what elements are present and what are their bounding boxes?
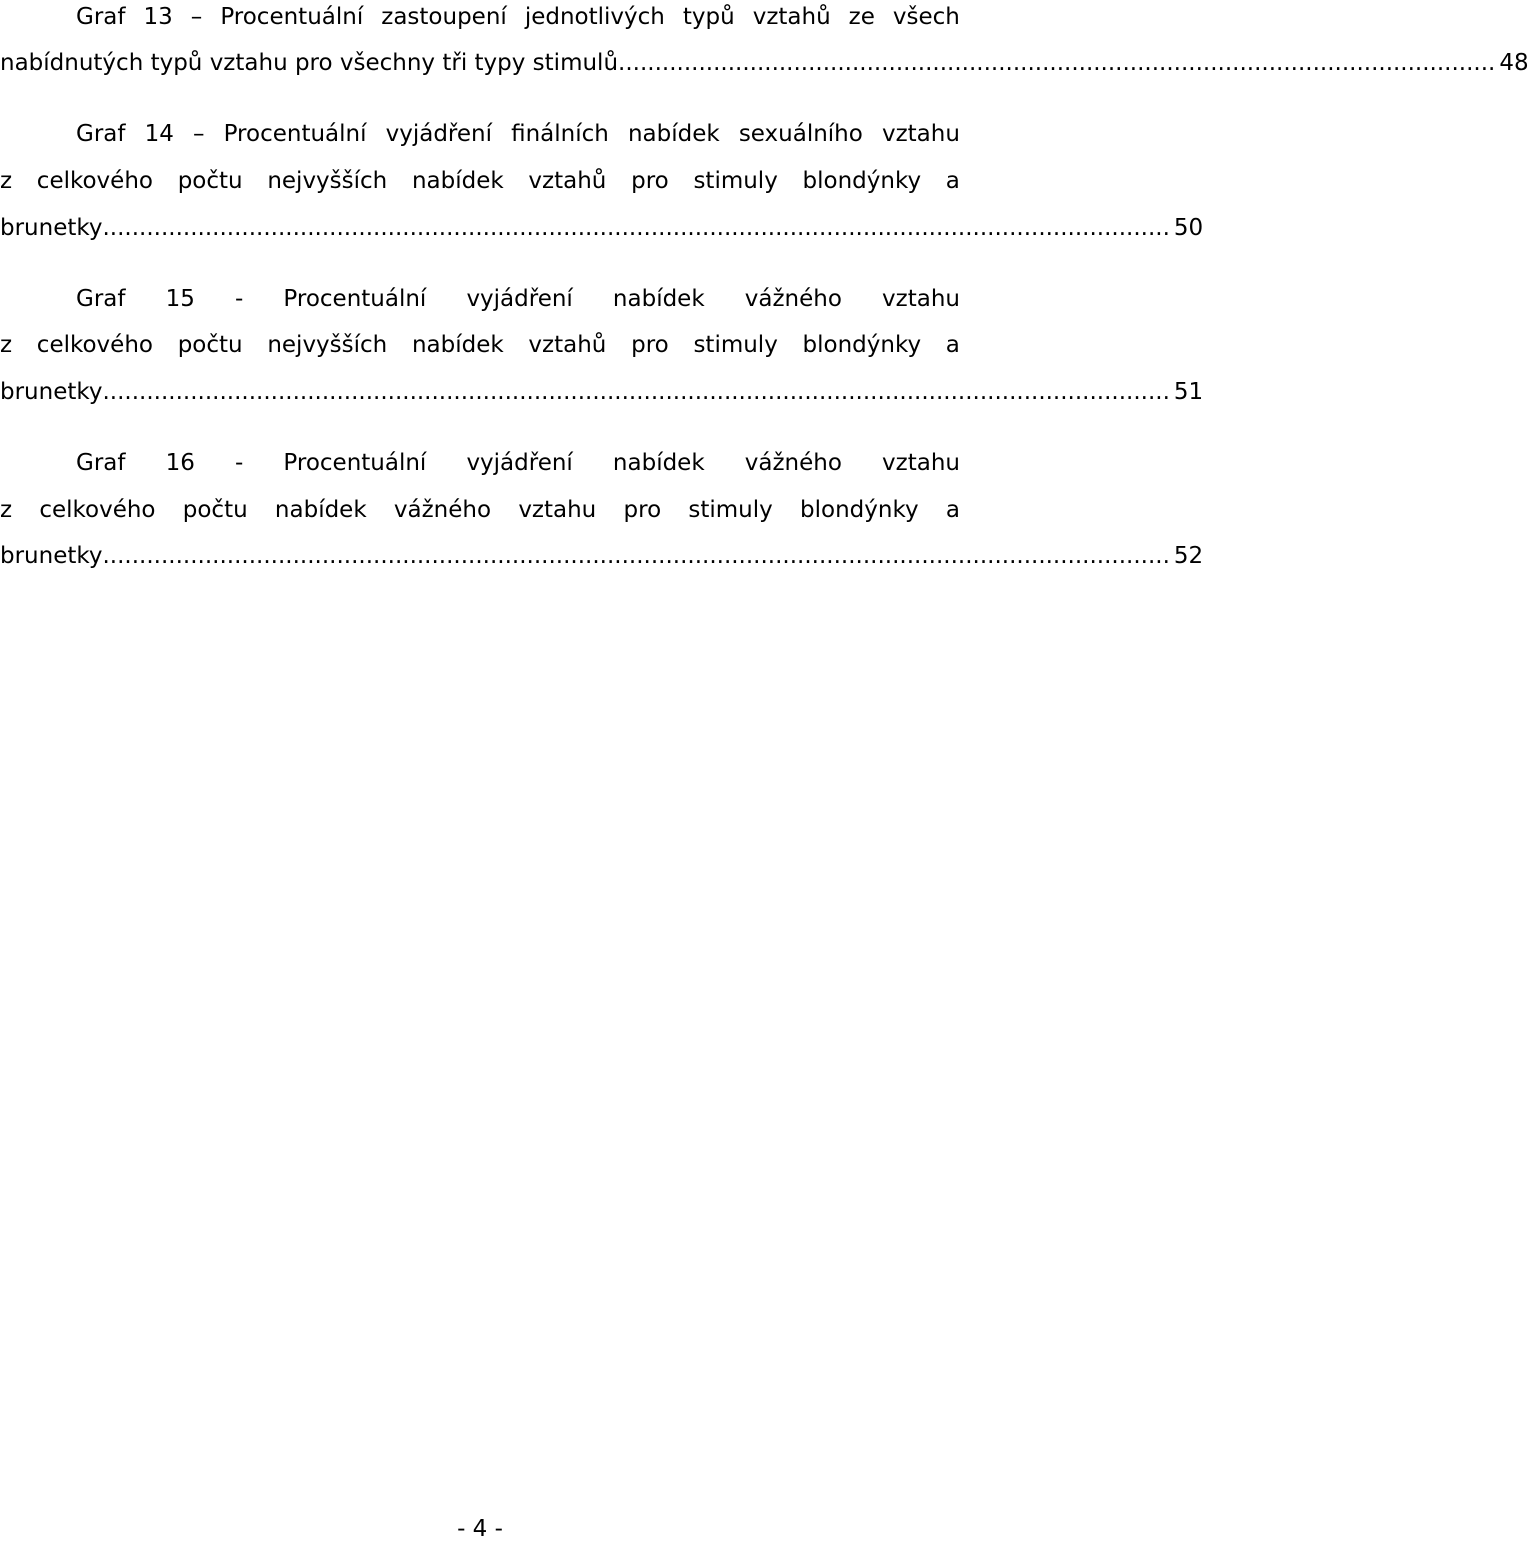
- toc-word: zastoupení: [381, 4, 507, 30]
- toc-word: jednotlivých: [524, 4, 665, 30]
- toc-word: Graf: [76, 450, 126, 476]
- toc-entry-title-end: brunetky: [0, 215, 103, 241]
- toc-page-number: 52: [1173, 543, 1204, 569]
- toc-word: Procentuální: [220, 4, 364, 30]
- toc-word: počtu: [177, 332, 243, 358]
- toc-word: z: [0, 497, 13, 523]
- toc-word: počtu: [177, 168, 243, 194]
- toc-word: blondýnky: [802, 332, 922, 358]
- toc-entry-graf-16-line-3[interactable]: [0, 533, 1204, 580]
- toc-word: 14: [144, 121, 174, 147]
- toc-word: -: [234, 450, 244, 476]
- toc-word: nabídek: [411, 168, 504, 194]
- toc-word: všech: [892, 4, 960, 30]
- dot-leader: ..................................................................................................................................................: [102, 215, 1170, 241]
- toc-word: celkového: [36, 332, 153, 358]
- toc-word: stimuly: [693, 332, 778, 358]
- toc-word: z: [0, 332, 13, 358]
- toc-word: celkového: [39, 497, 156, 523]
- toc-word: nabídek: [627, 121, 720, 147]
- toc-word: vztahu: [881, 121, 960, 147]
- toc-word: blondýnky: [800, 497, 919, 523]
- toc-word: –: [190, 4, 203, 30]
- toc-entry-graf-14-line-3[interactable]: [0, 205, 1204, 252]
- toc-entry-graf-14-line-1: [0, 111, 960, 158]
- toc-word: a: [945, 168, 960, 194]
- dot-leader: ..................................................................................................................................................: [102, 543, 1170, 569]
- toc-word: vyjádření: [385, 121, 492, 147]
- toc-word: 13: [143, 4, 173, 30]
- toc-word: Graf: [76, 121, 126, 147]
- toc-word: vážného: [393, 497, 492, 523]
- toc-word: 15: [165, 286, 195, 312]
- toc-entry-title-end: brunetky: [0, 543, 103, 569]
- toc-word: nejvyšších: [267, 332, 388, 358]
- page-number: - 4 -: [457, 1516, 503, 1542]
- toc-word: vyjádření: [466, 450, 573, 476]
- toc-word: nejvyšších: [267, 168, 388, 194]
- toc-word: Graf: [76, 286, 126, 312]
- toc-word: pro: [631, 332, 669, 358]
- toc-word: Procentuální: [283, 286, 427, 312]
- toc-word: nabídek: [612, 286, 705, 312]
- toc-word: –: [192, 121, 205, 147]
- toc-word: počtu: [182, 497, 248, 523]
- toc-word: a: [945, 332, 960, 358]
- toc-page-number: 48: [1499, 50, 1529, 76]
- toc-entry-graf-16-line-2: [0, 487, 960, 534]
- toc-word: z: [0, 168, 13, 194]
- toc-word: vyjádření: [466, 286, 573, 312]
- toc-word: vážného: [744, 286, 842, 312]
- toc-word: vztahů: [528, 332, 607, 358]
- toc-word: pro: [623, 497, 662, 523]
- toc-page-number: 51: [1173, 379, 1204, 405]
- toc-word: sexuálního: [738, 121, 863, 147]
- toc-word: Procentuální: [283, 450, 427, 476]
- toc-entry-graf-16-line-1: [0, 440, 960, 487]
- toc-word: Procentuální: [223, 121, 367, 147]
- toc-entry-graf-15-line-3[interactable]: [0, 369, 1204, 416]
- toc-word: pro: [631, 168, 669, 194]
- toc-entry-graf-15-line-1: [0, 276, 960, 323]
- toc-word: finálních: [511, 121, 609, 147]
- toc-word: Graf: [76, 4, 126, 30]
- toc-word: vztahu: [518, 497, 597, 523]
- toc-word: nabídek: [274, 497, 367, 523]
- toc-word: stimuly: [688, 497, 773, 523]
- dot-leader: ..................................................................................................................................................: [102, 379, 1170, 405]
- toc-word: ze: [848, 4, 875, 30]
- toc-page-number: 50: [1173, 215, 1204, 241]
- toc-word: a: [945, 497, 960, 523]
- toc-entry-graf-13-line-1: [0, 0, 960, 41]
- toc-entry-title-end: nabídnutých typů vztahu pro všechny tři typy stimulů: [0, 50, 619, 76]
- toc-word: typů: [682, 4, 735, 30]
- toc-word: blondýnky: [802, 168, 922, 194]
- toc-word: 16: [165, 450, 195, 476]
- toc-word: vztahů: [752, 4, 831, 30]
- toc-word: nabídek: [411, 332, 504, 358]
- toc-entry-graf-15-line-2: [0, 322, 960, 369]
- toc-word: celkového: [36, 168, 153, 194]
- toc-word: stimuly: [693, 168, 778, 194]
- dot-leader: ........................................................................................................................: [618, 50, 1496, 76]
- toc-word: -: [234, 286, 244, 312]
- toc-word: nabídek: [612, 450, 705, 476]
- toc-entry-title-end: brunetky: [0, 379, 103, 405]
- toc-word: vážného: [744, 450, 842, 476]
- toc-entry-graf-13-line-2[interactable]: [0, 40, 1529, 87]
- toc-word: vztahu: [882, 450, 960, 476]
- toc-entry-graf-14-line-2: [0, 158, 960, 205]
- toc-word: vztahů: [528, 168, 607, 194]
- toc-word: vztahu: [882, 286, 960, 312]
